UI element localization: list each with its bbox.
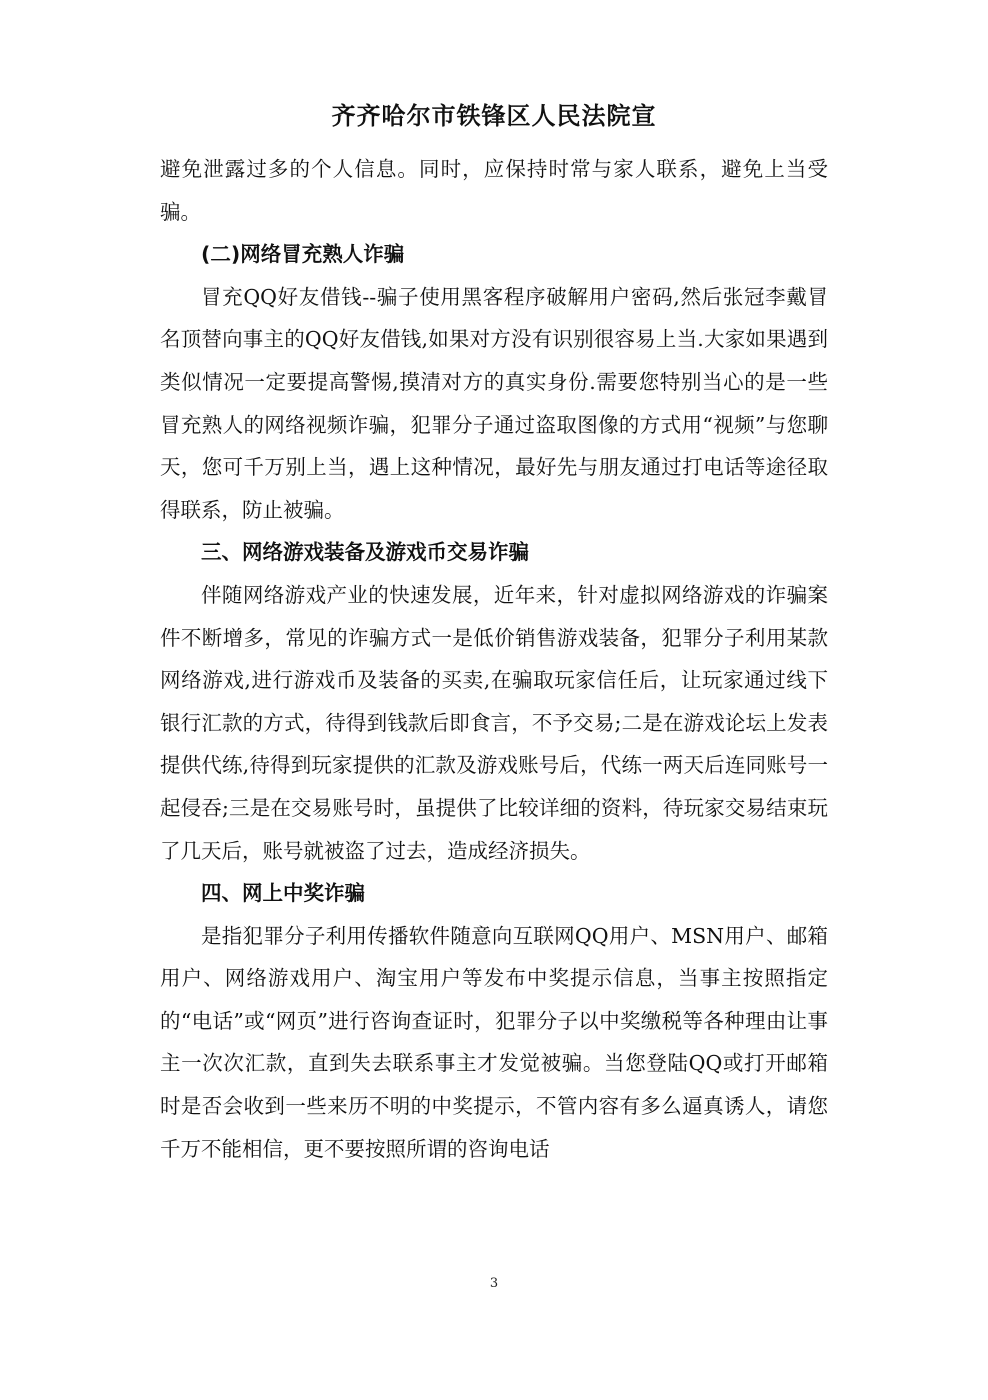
section-heading-game-trading: 三、网络游戏装备及游戏币交易诈骗 <box>201 540 529 565</box>
document-body <box>160 148 828 1170</box>
section-heading-prize-fraud: 四、网上中奖诈骗 <box>201 881 365 906</box>
page-number: 3 <box>489 1276 499 1291</box>
paragraph-impersonation: 冒充QQ好友借钱--骗子使用黑客程序破解用户密码,然后张冠李戴冒名顶替向事主的QQ好友借钱,如果对方没有识别很容易上当.大家如果遇到类似情况一定要提高警惕,摸清对方的真实身份.需要您特别当心的是一些冒充熟人的网络视频诈骗，犯罪分子通过盗取图像的方式用“视频”与您聊天，您可千万别上当，遇上这种情况，最好先与朋友通过打电话等途径取得联系，防止被骗。 <box>160 284 828 522</box>
paragraph-game-trading: 伴随网络游戏产业的快速发展，近年来，针对虚拟网络游戏的诈骗案件不断增多，常见的诈骗方式一是低价销售游戏装备，犯罪分子利用某款网络游戏,进行游戏币及装备的买卖,在骗取玩家信任后，让玩家通过线下银行汇款的方式，待得到钱款后即食言，不予交易;二是在游戏论坛上发表提供代练,待得到玩家提供的汇款及游戏账号后，代练一两天后连同账号一起侵吞;三是在交易账号时，虽提供了比较详细的资料，待玩家交易结束玩了几天后，账号就被盗了过去，造成经济损失。 <box>160 582 828 863</box>
section-heading-impersonation: (二)网络冒充熟人诈骗 <box>201 242 405 267</box>
page-header-title: 齐齐哈尔市铁锋区人民法院宣 <box>331 102 657 130</box>
paragraph-prize-fraud: 是指犯罪分子利用传播软件随意向互联网QQ用户、MSN用户、邮箱用户、网络游戏用户、淘宝用户等发布中奖提示信息，当事主按照指定的“电话”或“网页”进行咨询查证时，犯罪分子以中奖缴税等各种理由让事主一次次汇款，直到失去联系事主才发觉被骗。当您登陆QQ或打开邮箱时是否会收到一些来历不明的中奖提示，不管内容有多么逼真诱人，请您千万不能相信，更不要按照所谓的咨询电话 <box>160 923 828 1161</box>
paragraph-continuation: 避免泄露过多的个人信息。同时，应保持时常与家人联系，避免上当受骗。 <box>160 157 828 224</box>
